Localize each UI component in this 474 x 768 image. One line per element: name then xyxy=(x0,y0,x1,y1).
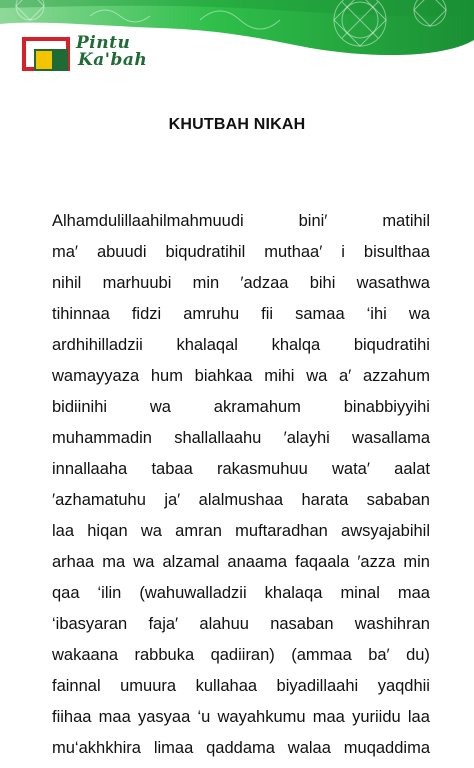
text-word: ja′ xyxy=(164,491,181,509)
text-word: ′azhamatuhu xyxy=(52,491,146,509)
text-word: matihil xyxy=(382,212,430,230)
text-word: wayahkumu xyxy=(217,708,306,726)
text-line xyxy=(52,458,430,489)
text-word: arhaa xyxy=(52,553,95,571)
text-word: tabaa xyxy=(151,460,193,478)
text-word: hum xyxy=(150,367,183,385)
text-word: nasaban xyxy=(270,615,334,633)
text-word: khalaqal xyxy=(176,336,238,354)
text-word: qaa xyxy=(52,584,80,602)
text-word: aalat xyxy=(394,460,430,478)
text-word: innallaaha xyxy=(52,460,128,478)
text-word: abuudi xyxy=(96,243,147,261)
text-word: muthaa′ xyxy=(264,243,323,261)
text-word: yasyaa xyxy=(137,708,191,726)
text-word: ba′ xyxy=(368,646,390,664)
text-word: maa xyxy=(397,584,430,602)
text-line xyxy=(52,582,430,613)
brand-logo xyxy=(22,33,172,77)
text-word: bini′ xyxy=(298,212,328,230)
text-word: bihi xyxy=(309,274,336,292)
text-word: alalmushaa xyxy=(198,491,284,509)
text-word: bidiinihi xyxy=(52,398,108,416)
text-line xyxy=(52,613,430,644)
text-word: (wahuwalladzii xyxy=(139,584,247,602)
brand-name-line2: Ka'bah xyxy=(78,50,148,70)
text-word: minal xyxy=(340,584,380,602)
text-word: nihil xyxy=(52,274,82,292)
door-logo-icon xyxy=(22,37,72,73)
text-line xyxy=(52,551,430,582)
text-word: harata xyxy=(301,491,349,509)
document-title: KHUTBAH NIKAH xyxy=(168,116,306,133)
text-word: biyadillaahi xyxy=(276,677,359,695)
text-line xyxy=(52,303,430,334)
text-word: muftaradhan xyxy=(235,522,328,540)
text-word: amruhu xyxy=(183,305,240,323)
text-word: Alhamdulillaahilmahmuudi xyxy=(52,212,244,230)
text-word: wa xyxy=(133,553,155,571)
text-word: hiqan xyxy=(87,522,128,540)
text-word: qadiiran) xyxy=(210,646,275,664)
text-word: (ammaa xyxy=(291,646,352,664)
text-word: min xyxy=(192,274,220,292)
text-word: wamayyaza xyxy=(52,367,140,385)
text-word: washihran xyxy=(354,615,430,633)
text-word: mihi xyxy=(264,367,295,385)
text-word: alzamal xyxy=(162,553,220,571)
text-line xyxy=(52,272,430,303)
text-line xyxy=(52,706,430,737)
text-word: awsyajabihil xyxy=(341,522,430,540)
text-word: ma′ xyxy=(52,243,79,261)
text-word: khalqa xyxy=(271,336,321,354)
text-word: ′azza xyxy=(357,553,396,571)
text-word: laa xyxy=(52,522,75,540)
text-word: laa xyxy=(407,708,430,726)
text-line xyxy=(52,396,430,427)
text-word: i xyxy=(341,243,345,261)
text-word: alahuu xyxy=(199,615,249,633)
text-word: a′ xyxy=(339,367,352,385)
text-word: samaa xyxy=(295,305,345,323)
text-word: biahkaa xyxy=(194,367,253,385)
text-word: akramahum xyxy=(213,398,301,416)
text-word: fainnal xyxy=(52,677,101,695)
text-word: maa xyxy=(312,708,345,726)
text-word: wa xyxy=(140,522,162,540)
text-word: ‘ihi xyxy=(366,305,387,323)
text-word: tihinnaa xyxy=(52,305,110,323)
text-word: ma xyxy=(102,553,126,571)
text-word: sababan xyxy=(366,491,430,509)
text-word: mu‘akhkhira xyxy=(52,739,141,757)
text-line xyxy=(52,675,430,706)
text-word: limaa xyxy=(153,739,194,757)
text-word: yuriidu xyxy=(352,708,401,726)
text-word: ‘ibasyaran xyxy=(52,615,128,633)
text-word: wata′ xyxy=(332,460,370,478)
text-line xyxy=(52,334,430,365)
text-word: wa xyxy=(306,367,328,385)
text-word: azzahum xyxy=(363,367,430,385)
text-word: ′alayhi xyxy=(283,429,330,447)
text-word: ′adzaa xyxy=(240,274,289,292)
text-line xyxy=(52,644,430,675)
text-word: wasathwa xyxy=(356,274,430,292)
text-word: yaqdhii xyxy=(377,677,430,695)
text-line xyxy=(52,520,430,551)
text-word: min xyxy=(403,553,430,571)
brand-name xyxy=(76,35,176,69)
text-word: muhammadin xyxy=(52,429,152,447)
text-word: ‘u xyxy=(197,708,211,726)
text-word: fiihaa xyxy=(52,708,92,726)
text-line xyxy=(52,365,430,396)
text-word: maa xyxy=(98,708,131,726)
text-word: faja′ xyxy=(148,615,179,633)
text-word: bisulthaa xyxy=(363,243,430,261)
text-word: umuura xyxy=(120,677,177,695)
text-word: rabbuka xyxy=(134,646,195,664)
text-word: ‘ilin xyxy=(97,584,122,602)
text-word: wakaana xyxy=(52,646,119,664)
khutbah-body xyxy=(52,210,430,768)
text-word: shallallaahu xyxy=(174,429,262,447)
text-word: wasallama xyxy=(352,429,430,447)
text-line xyxy=(52,489,430,520)
brand-name-line1: Pintu xyxy=(76,33,131,53)
text-word: ardhihilladzii xyxy=(52,336,143,354)
text-line xyxy=(52,241,430,272)
text-word: kullahaa xyxy=(195,677,258,695)
text-word: rakasmuhuu xyxy=(216,460,308,478)
text-word: walaa xyxy=(287,739,331,757)
text-line xyxy=(52,210,430,241)
text-word: wa xyxy=(149,398,171,416)
text-word: anaama xyxy=(227,553,288,571)
text-word: muqaddima xyxy=(343,739,430,757)
text-word: biqudratihi xyxy=(353,336,430,354)
text-word: wa xyxy=(408,305,430,323)
text-word: qaddama xyxy=(206,739,275,757)
text-word: fidzi xyxy=(131,305,162,323)
text-line xyxy=(52,427,430,458)
text-word: amran xyxy=(175,522,222,540)
text-word: marhuubi xyxy=(102,274,172,292)
text-line xyxy=(52,737,430,768)
text-word: khalaqa xyxy=(264,584,323,602)
text-word: du) xyxy=(406,646,430,664)
text-word: faqaala xyxy=(295,553,350,571)
text-word: fii xyxy=(261,305,274,323)
text-word: binabbiyyihi xyxy=(343,398,430,416)
text-word: biqudratihil xyxy=(165,243,246,261)
